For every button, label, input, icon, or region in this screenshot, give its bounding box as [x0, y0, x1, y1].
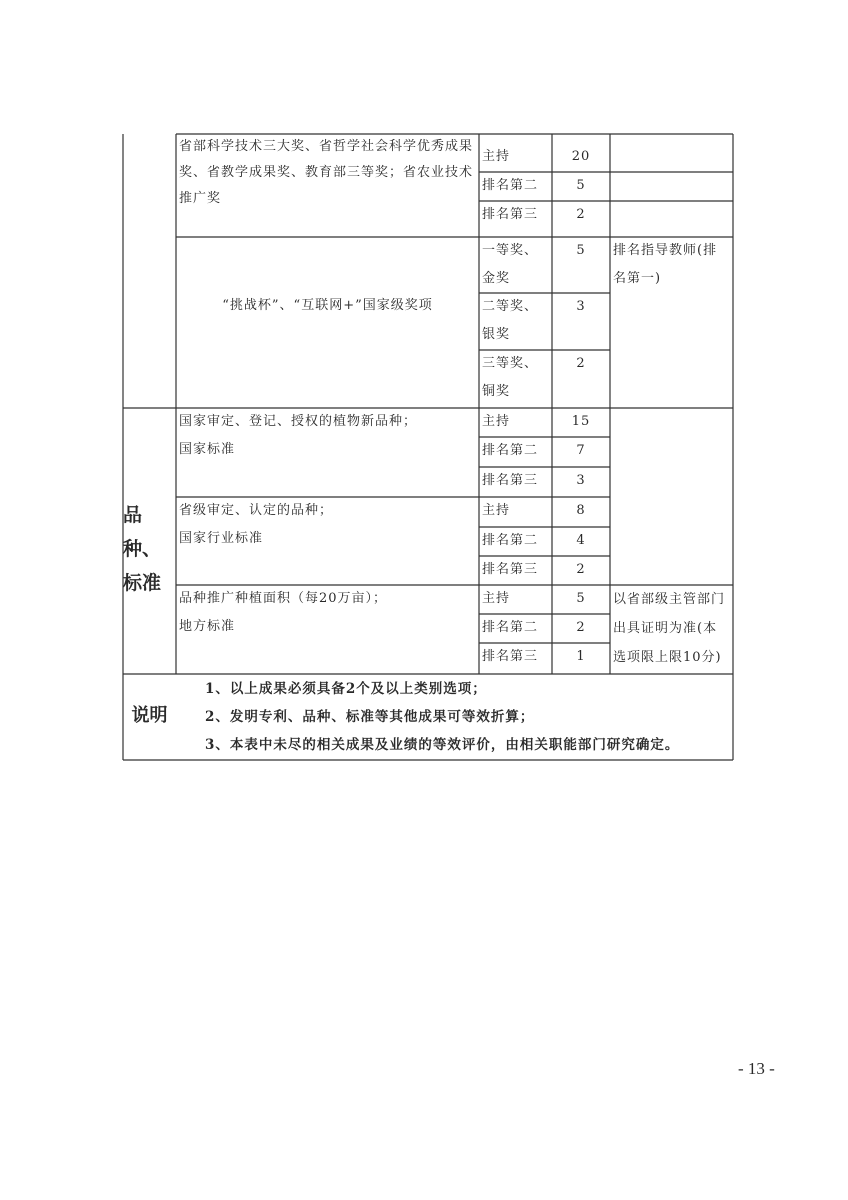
variety-promotion-score-2: 2 — [576, 620, 586, 635]
variety-national-score-3: 3 — [576, 473, 586, 488]
variety-national-role-2: 排名第二 — [482, 443, 539, 458]
variety-national-role-3: 排名第三 — [482, 473, 539, 488]
variety-promotion-score-3: 1 — [576, 649, 586, 664]
variety-provincial-score-1: 8 — [576, 503, 586, 518]
variety-national-score-2: 7 — [576, 443, 586, 458]
variety-provincial-score-2: 4 — [576, 533, 586, 548]
note-item-3: 3、本表中未尽的相关成果及业绩的等效评价，由相关职能部门研究确定。 — [205, 737, 680, 753]
award-challenge-role-1: 一等奖、金奖 — [482, 243, 539, 286]
note-item-1: 1、以上成果必须具备2个及以上类别选项； — [205, 681, 487, 697]
award-provincial-score-1: 20 — [571, 149, 591, 164]
note-item-2: 2、发明专利、品种、标准等其他成果可等效折算； — [205, 709, 535, 725]
variety-provincial-role-1: 主持 — [482, 503, 511, 518]
variety-provincial-score-3: 2 — [576, 562, 586, 577]
award-provincial-role-2: 排名第二 — [482, 178, 539, 193]
variety-promotion-role-3: 排名第三 — [482, 649, 539, 664]
variety-national-score-1: 15 — [571, 414, 591, 429]
award-provincial-role-3: 排名第三 — [482, 207, 539, 222]
award-challenge-role-3: 三等奖、铜奖 — [482, 356, 539, 399]
variety-national-line-1: 国家审定、登记、授权的植物新品种； — [179, 414, 418, 429]
variety-provincial-role-2: 排名第二 — [482, 533, 539, 548]
award-challenge-description: “挑战杯”、“互联网+”国家级奖项 — [222, 298, 433, 313]
variety-provincial-role-3: 排名第三 — [482, 562, 539, 577]
award-challenge-score-3: 2 — [576, 356, 586, 371]
award-provincial-score-3: 2 — [576, 207, 586, 222]
page-number: - 13 - — [738, 1059, 775, 1078]
variety-promotion-score-1: 5 — [576, 591, 586, 606]
award-challenge-remark: 排名指导教师(排名第一) — [613, 243, 718, 286]
award-provincial-score-2: 5 — [576, 178, 586, 193]
variety-promotion-role-1: 主持 — [482, 591, 511, 606]
category-variety-standard: 品种、标准 — [123, 504, 162, 594]
variety-provincial-line-2: 国家行业标准 — [179, 531, 264, 546]
award-provincial-description: 省部科学技术三大奖、省哲学社会科学优秀成果奖、省教学成果奖、教育部三等奖；省农业技术推广奖 — [179, 139, 474, 206]
variety-promotion-line-1: 品种推广种植面积（每20万亩）； — [179, 591, 388, 606]
award-challenge-score-1: 5 — [576, 243, 586, 258]
variety-national-role-1: 主持 — [482, 414, 511, 429]
variety-national-line-2: 国家标准 — [179, 442, 236, 457]
award-challenge-role-2: 二等奖、银奖 — [482, 299, 539, 342]
variety-provincial-line-1: 省级审定、认定的品种； — [179, 503, 334, 518]
award-challenge-score-2: 3 — [576, 299, 586, 314]
variety-promotion-remark: 以省部级主管部门出具证明为准(本选项限上限10分) — [613, 592, 726, 665]
variety-promotion-line-2: 地方标准 — [179, 619, 236, 634]
award-provincial-role-1: 主持 — [482, 149, 511, 164]
notes-label: 说明 — [131, 705, 168, 726]
variety-promotion-role-2: 排名第二 — [482, 620, 539, 635]
